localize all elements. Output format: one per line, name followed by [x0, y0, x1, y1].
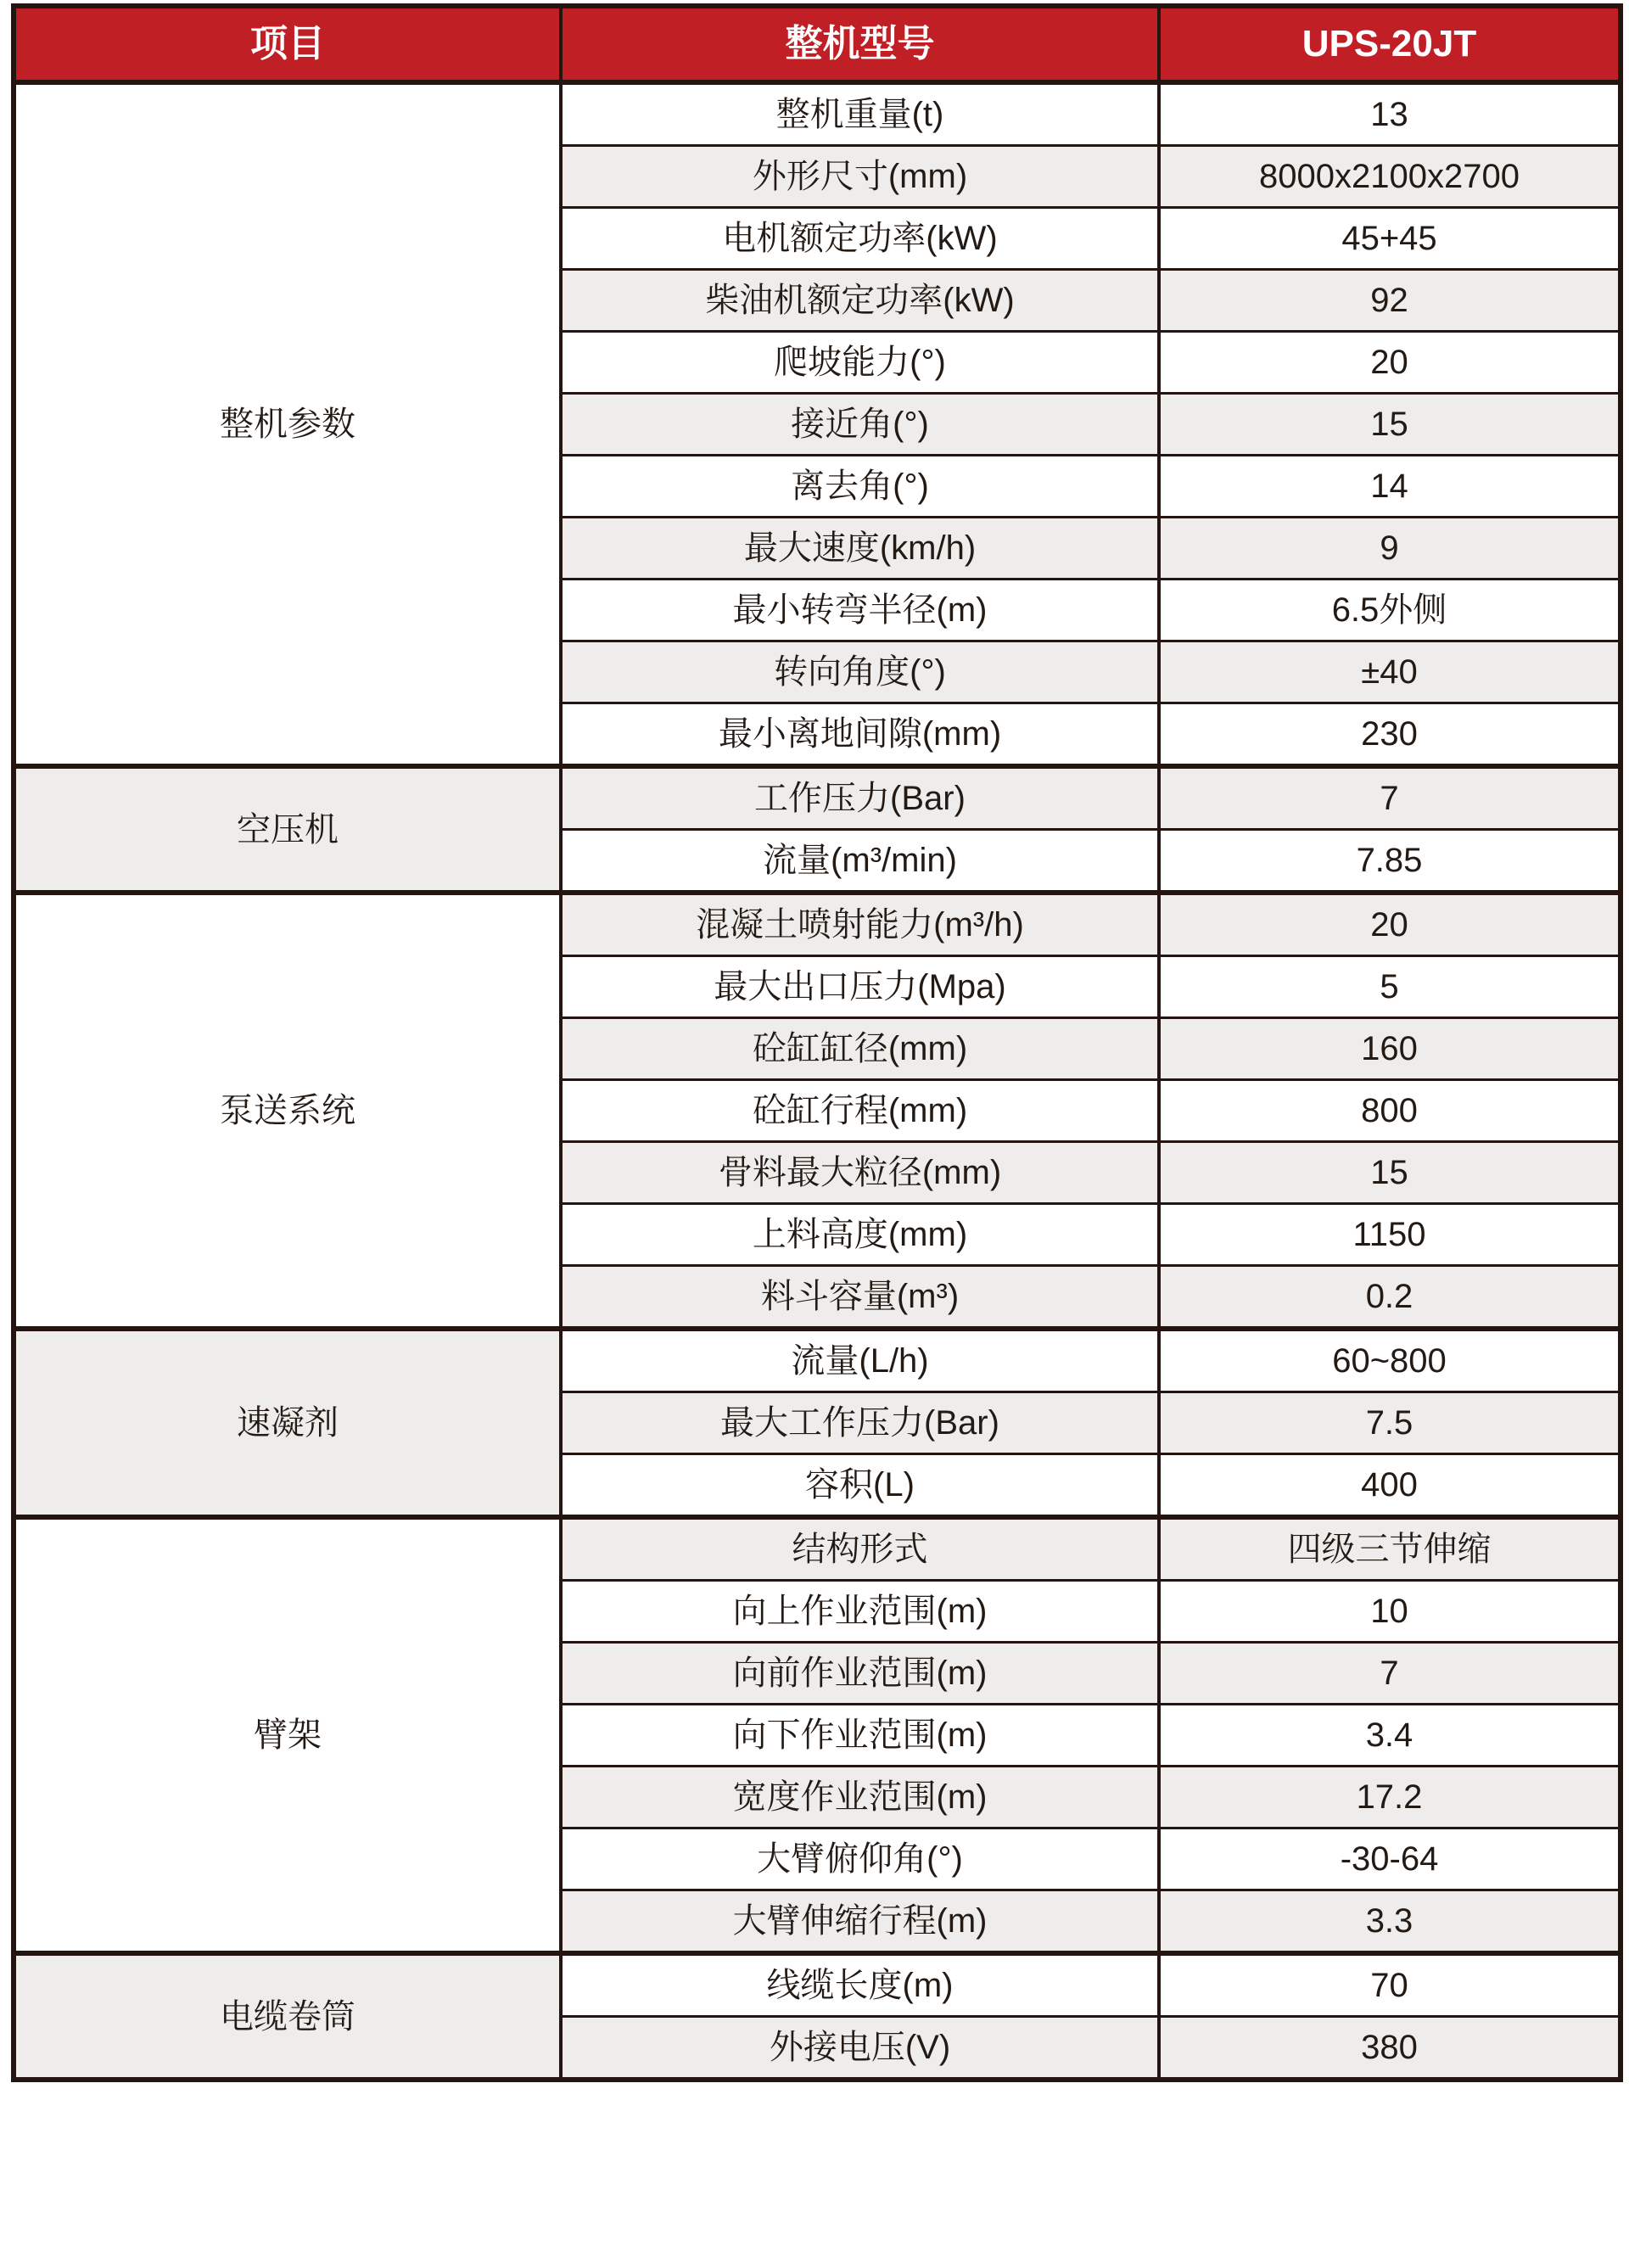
- spec-label: 线缆长度(m): [561, 1953, 1159, 2017]
- spec-value: 20: [1159, 332, 1621, 394]
- spec-value: 160: [1159, 1018, 1621, 1080]
- spec-value: 17.2: [1159, 1767, 1621, 1828]
- spec-label: 工作压力(Bar): [561, 766, 1159, 830]
- spec-value: 1150: [1159, 1204, 1621, 1266]
- spec-value: 92: [1159, 270, 1621, 332]
- header-cell-value: UPS-20JT: [1159, 6, 1621, 82]
- spec-value: 15: [1159, 394, 1621, 456]
- spec-label: 向前作业范围(m): [561, 1643, 1159, 1705]
- spec-value: 380: [1159, 2017, 1621, 2080]
- spec-label: 料斗容量(m³): [561, 1266, 1159, 1330]
- spec-label: 向上作业范围(m): [561, 1581, 1159, 1643]
- spec-label: 最小离地间隙(mm): [561, 703, 1159, 767]
- spec-value: 0.2: [1159, 1266, 1621, 1330]
- category-cell-machine-params: 整机参数: [14, 82, 561, 766]
- spec-value: 20: [1159, 893, 1621, 956]
- header-cell-model: 整机型号: [561, 6, 1159, 82]
- spec-value: 9: [1159, 518, 1621, 580]
- header-row: [14, 6, 1621, 82]
- spec-label: 最小转弯半径(m): [561, 580, 1159, 641]
- spec-label: 砼缸行程(mm): [561, 1080, 1159, 1142]
- spec-label: 大臂伸缩行程(m): [561, 1890, 1159, 1954]
- spec-label: 外形尺寸(mm): [561, 146, 1159, 208]
- category-cell-pumping-system: 泵送系统: [14, 893, 561, 1329]
- spec-label: 流量(m³/min): [561, 830, 1159, 893]
- spec-label: 结构形式: [561, 1517, 1159, 1581]
- spec-label: 柴油机额定功率(kW): [561, 270, 1159, 332]
- spec-label: 砼缸缸径(mm): [561, 1018, 1159, 1080]
- spec-label: 转向角度(°): [561, 641, 1159, 703]
- spec-value: 7.5: [1159, 1392, 1621, 1454]
- spec-label: 电机额定功率(kW): [561, 208, 1159, 270]
- spec-value: 7.85: [1159, 830, 1621, 893]
- spec-value: 14: [1159, 456, 1621, 518]
- spec-label: 最大工作压力(Bar): [561, 1392, 1159, 1454]
- spec-label: 外接电压(V): [561, 2017, 1159, 2080]
- spec-value: 3.3: [1159, 1890, 1621, 1954]
- table-row: [14, 1953, 1621, 2017]
- spec-label: 宽度作业范围(m): [561, 1767, 1159, 1828]
- table-row: [14, 893, 1621, 956]
- spec-label: 爬坡能力(°): [561, 332, 1159, 394]
- spec-value: 7: [1159, 1643, 1621, 1705]
- spec-value: 45+45: [1159, 208, 1621, 270]
- spec-value: 70: [1159, 1953, 1621, 2017]
- spec-label: 最大速度(km/h): [561, 518, 1159, 580]
- spec-value: 230: [1159, 703, 1621, 767]
- table-row: [14, 1517, 1621, 1581]
- spec-value: 7: [1159, 766, 1621, 830]
- category-cell-cable-reel: 电缆卷筒: [14, 1953, 561, 2080]
- spec-value: 13: [1159, 82, 1621, 146]
- spec-value: -30-64: [1159, 1828, 1621, 1890]
- spec-value: 60~800: [1159, 1329, 1621, 1392]
- spec-label: 大臂俯仰角(°): [561, 1828, 1159, 1890]
- spec-value: 3.4: [1159, 1705, 1621, 1767]
- spec-table: [11, 3, 1623, 2082]
- spec-value: 5: [1159, 956, 1621, 1018]
- table-row: [14, 82, 1621, 146]
- category-cell-boom: 臂架: [14, 1517, 561, 1953]
- spec-value: 6.5外侧: [1159, 580, 1621, 641]
- spec-label: 混凝土喷射能力(m³/h): [561, 893, 1159, 956]
- spec-value: ±40: [1159, 641, 1621, 703]
- category-cell-accelerator: 速凝剂: [14, 1329, 561, 1517]
- table-row: [14, 766, 1621, 830]
- spec-label: 上料高度(mm): [561, 1204, 1159, 1266]
- spec-label: 向下作业范围(m): [561, 1705, 1159, 1767]
- spec-value: 800: [1159, 1080, 1621, 1142]
- header-cell-item: 项目: [14, 6, 561, 82]
- table-row: [14, 1329, 1621, 1392]
- spec-label: 流量(L/h): [561, 1329, 1159, 1392]
- spec-label: 骨料最大粒径(mm): [561, 1142, 1159, 1204]
- spec-label: 最大出口压力(Mpa): [561, 956, 1159, 1018]
- spec-label: 整机重量(t): [561, 82, 1159, 146]
- spec-value: 8000x2100x2700: [1159, 146, 1621, 208]
- spec-label: 离去角(°): [561, 456, 1159, 518]
- spec-value: 四级三节伸缩: [1159, 1517, 1621, 1581]
- spec-label: 容积(L): [561, 1454, 1159, 1518]
- spec-value: 10: [1159, 1581, 1621, 1643]
- spec-value: 400: [1159, 1454, 1621, 1518]
- category-cell-air-compressor: 空压机: [14, 766, 561, 893]
- spec-value: 15: [1159, 1142, 1621, 1204]
- spec-label: 接近角(°): [561, 394, 1159, 456]
